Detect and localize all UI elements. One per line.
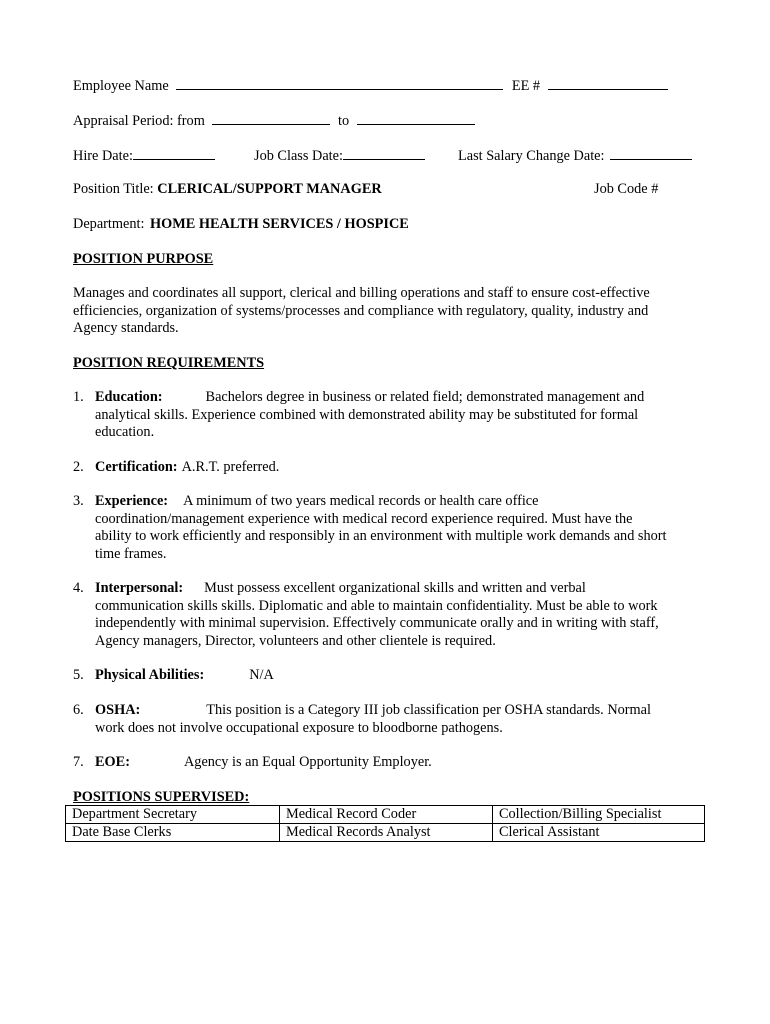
requirement-number: 1. [73,389,84,405]
requirement-text: N/A [249,667,274,683]
requirement-text: Agency is an Equal Opportunity Employer. [183,754,432,770]
last-salary-change-label: Last Salary Change Date: [458,148,605,164]
position-requirements-heading: POSITION REQUIREMENTS [73,355,265,371]
ee-number-label: EE # [511,78,541,94]
requirement-physical-abilities [73,667,698,685]
positions-supervised-heading: POSITIONS SUPERVISED: [73,789,250,805]
appraisal-from-blank[interactable] [212,111,330,125]
purpose-line: Agency standards. [73,320,179,336]
job-class-date-label: Job Class Date: [254,148,343,164]
table-row [66,824,705,842]
requirement-label: Interpersonal: [95,580,184,596]
requirement-osha [73,702,698,737]
hire-date-label: Hire Date: [73,148,133,164]
purpose-line: efficiencies, organization of systems/processes and compliance with regulatory, quality, industry and [73,302,649,319]
position-purpose-heading: POSITION PURPOSE [73,251,214,267]
table-row [66,806,705,824]
requirement-certification [73,459,698,477]
job-class-date-blank[interactable] [343,146,425,160]
purpose-line: Manages and coordinates all support, clerical and billing operations and staff to ensure cost-effective [73,285,650,301]
requirement-text: analytical skills. Experience combined with demonstrated ability may be substituted for formal [95,406,639,423]
department-value: HOME HEALTH SERVICES / HOSPICE [150,216,409,232]
requirement-text: Must possess excellent organizational skills and written and verbal [204,580,586,596]
appraisal-period-label: Appraisal Period: from [73,113,205,129]
requirement-text: A minimum of two years medical records or health care office [183,493,539,509]
requirement-number: 4. [73,580,84,596]
hire-date-row [73,146,215,165]
requirement-text: ability to work efficiently and responsibly in an environment with multiple work demands and short [95,528,667,544]
requirement-label: Physical Abilities: [95,667,205,683]
appraisal-to-label: to [337,113,350,129]
job-code-label: Job Code # [594,181,659,197]
requirement-text: Bachelors degree in business or related field; demonstrated management and [205,389,645,405]
table-cell: Department Secretary [66,806,280,824]
requirement-text: education. [95,424,155,440]
employee-name-blank[interactable] [176,76,503,90]
requirement-number: 7. [73,754,84,770]
ee-number-blank[interactable] [548,76,668,90]
position-title-value: CLERICAL/SUPPORT MANAGER [157,181,382,197]
requirement-eoe [73,754,698,772]
requirement-interpersonal [73,580,698,650]
hire-date-blank[interactable] [133,146,215,160]
last-salary-change-blank[interactable] [610,146,692,160]
requirement-text: time frames. [95,545,167,562]
position-purpose-text [73,285,693,338]
requirement-number: 2. [73,459,84,475]
requirement-text: A.R.T. preferred. [181,459,280,475]
positions-supervised-table [65,805,705,842]
requirement-text: This position is a Category III job classification per OSHA standards. Normal [206,702,651,718]
requirement-experience [73,493,698,563]
requirement-text: work does not involve occupational exposure to bloodborne pathogens. [95,719,503,736]
last-salary-change-row [458,146,692,165]
requirement-label: EOE: [95,754,130,770]
requirement-text: communication skills skills. Diplomatic and able to maintain confidentiality. Must be able to work [95,597,658,614]
employee-name-label: Employee Name [73,78,169,94]
requirement-label: OSHA: [95,702,141,718]
department-label: Department: [73,216,145,232]
position-title-label: Position Title: [73,181,154,197]
requirement-label: Education: [95,389,163,405]
appraisal-period-row [73,111,475,130]
position-title-row [73,181,382,198]
requirement-number: 3. [73,493,84,509]
table-cell: Medical Record Coder [280,806,493,824]
requirement-label: Certification: [95,459,178,475]
requirement-education [73,389,698,442]
requirement-label: Experience: [95,493,169,509]
requirement-text: coordination/management experience with medical record experience required. Must have the [95,510,633,527]
requirement-number: 6. [73,702,84,718]
requirement-text: Agency managers, Director, volunteers and other clientele is required. [95,632,496,649]
table-cell: Clerical Assistant [493,824,705,842]
department-row [73,216,409,233]
table-cell: Collection/Billing Specialist [493,806,705,824]
job-class-date-row [254,146,425,165]
table-cell: Date Base Clerks [66,824,280,842]
appraisal-to-blank[interactable] [357,111,475,125]
employee-name-row [73,76,668,95]
requirement-number: 5. [73,667,84,683]
requirement-text: independently with minimal supervision. Effectively communicate orally and in writing with staff, [95,615,659,631]
table-cell: Medical Records Analyst [280,824,493,842]
